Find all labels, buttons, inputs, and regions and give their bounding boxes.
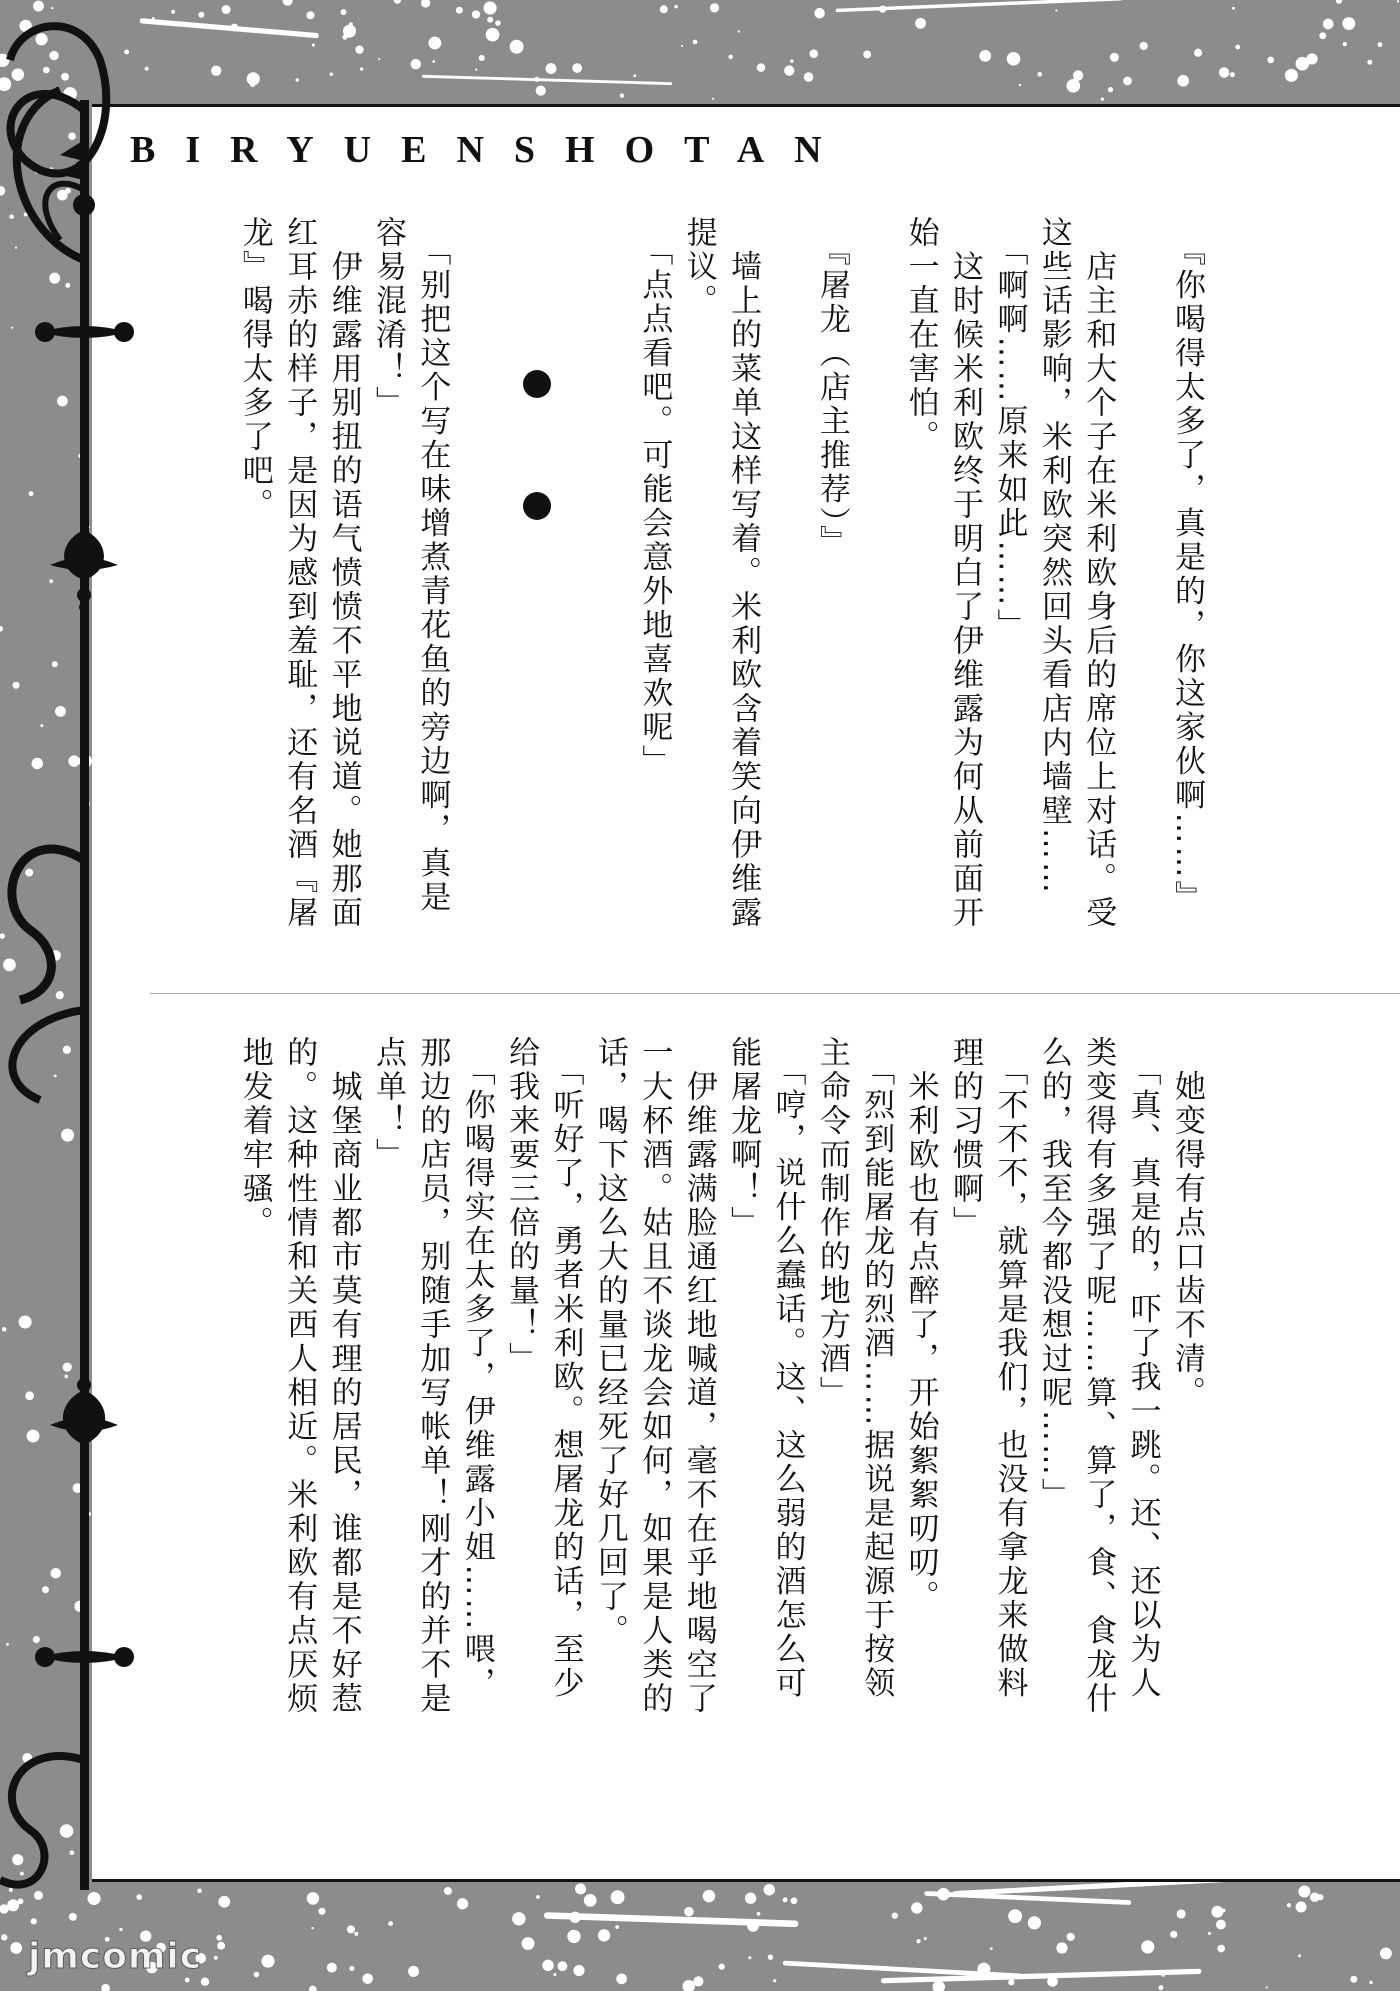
- paint-splatter: [216, 1935, 222, 1941]
- paint-splatter: [575, 1883, 586, 1894]
- paint-splatter: [615, 1925, 619, 1929]
- paint-splatter: [693, 40, 698, 45]
- paint-splatter: [933, 1981, 945, 1991]
- paint-splatter: [757, 63, 766, 72]
- paint-splatter: [911, 1902, 922, 1913]
- paint-splatter: [349, 1966, 354, 1971]
- text-column: 城堡商业都市莫有理的居民，谁都是不好惹: [325, 1036, 362, 1716]
- paint-splatter: [768, 1955, 773, 1960]
- paint-splatter: [892, 1912, 898, 1918]
- text-column: 点单！」: [369, 1036, 406, 1172]
- paint-splatter: [1141, 1940, 1154, 1953]
- paint-splatter: [1177, 75, 1189, 87]
- paint-splatter: [1232, 7, 1235, 10]
- text-column: 「别把这个写在味增煮青花鱼的旁边啊，真是: [414, 216, 451, 915]
- paint-splatter: [1110, 53, 1119, 62]
- text-column: 始一直在害怕。: [902, 216, 939, 454]
- paint-splatter: [1008, 1979, 1014, 1985]
- paint-splatter: [171, 10, 175, 14]
- text-column: 容易混淆！」: [369, 216, 406, 420]
- paint-splatter: [211, 66, 221, 76]
- paint-splatter: [633, 74, 636, 77]
- paint-splatter: [748, 1956, 751, 1959]
- paint-splatter: [456, 7, 463, 14]
- paint-splatter: [542, 1960, 553, 1971]
- paint-splatter: [185, 1978, 190, 1983]
- text-column: 「你喝得实在太多了，伊维露小姐……喂，: [458, 1036, 495, 1701]
- paint-splatter: [254, 1972, 260, 1978]
- paint-streak: [142, 21, 316, 36]
- paint-splatter: [360, 67, 363, 70]
- text-column: 话，喝下这么大的量已经死了好几回了。: [591, 1036, 628, 1648]
- paint-splatter: [355, 45, 363, 53]
- paint-splatter: [421, 0, 430, 8]
- text-column: 的。这种性情和关西人相近。米利欧有点厌烦: [281, 1036, 318, 1716]
- paint-splatter: [598, 1929, 610, 1941]
- paint-splatter: [1101, 97, 1104, 100]
- paint-splatter: [341, 9, 347, 15]
- paint-splatter: [1287, 1903, 1291, 1907]
- text-column: 这时候米利欧终于明白了伊维露为何从前面开: [947, 216, 984, 930]
- paint-splatter: [312, 43, 315, 46]
- paint-splatter: [573, 1965, 584, 1976]
- paint-splatter: [309, 1986, 317, 1991]
- paint-splatter: [558, 1961, 568, 1971]
- paint-splatter: [660, 5, 668, 13]
- paint-splatter: [475, 69, 477, 71]
- paint-splatter: [611, 1890, 625, 1904]
- paint-splatter: [362, 1973, 373, 1984]
- paint-splatter: [388, 1921, 393, 1926]
- paint-splatter: [201, 1978, 209, 1986]
- paint-splatter: [804, 72, 814, 82]
- bottom-text-block: [229, 1036, 1209, 1756]
- paint-splatter: [1037, 72, 1042, 77]
- text-column: 墙上的菜单这样写着。米利欧含着笑向伊维露: [725, 216, 762, 930]
- paint-splatter: [261, 1955, 274, 1968]
- paint-splatter: [790, 59, 793, 62]
- paint-splatter: [1343, 42, 1347, 46]
- blank-column: [543, 216, 587, 936]
- blank-column: [765, 216, 809, 936]
- paint-splatter: [1342, 17, 1355, 30]
- paint-splatter: [1367, 60, 1372, 65]
- paint-splatter: [712, 98, 714, 100]
- text-column: 店主和大个子在米利欧身后的席位上对话。受: [1080, 216, 1117, 930]
- blank-column: [454, 216, 498, 936]
- blank-column: [588, 216, 632, 936]
- paint-splatter: [1211, 1906, 1223, 1918]
- paint-splatter: [1056, 1942, 1067, 1953]
- text-column: 给我来要三倍的量！」: [503, 1036, 540, 1376]
- text-column: 伊维露用别扭的语气愤愤不平地说道。她那面: [325, 216, 362, 930]
- paint-splatter: [616, 1974, 627, 1985]
- paint-splatter: [472, 10, 480, 18]
- paint-splatter: [222, 5, 231, 14]
- paint-splatter: [784, 65, 794, 75]
- page-header-title: BIRYUENSHOTAN: [130, 129, 852, 171]
- paint-splatter: [349, 22, 353, 26]
- paint-splatter: [814, 8, 825, 19]
- paint-splatter: [479, 55, 485, 61]
- paint-splatter: [1216, 1920, 1226, 1930]
- paint-streak: [547, 1916, 795, 1924]
- paint-splatter: [247, 72, 260, 85]
- text-column: 「真、真是的，吓了我一跳。还、还以为人: [1124, 1036, 1161, 1701]
- paint-splatter: [428, 37, 441, 50]
- paint-splatter: [1108, 87, 1113, 92]
- paint-splatter: [1267, 57, 1274, 64]
- top-text-block: [229, 216, 1209, 936]
- paint-splatter: [783, 1897, 788, 1902]
- paint-splatter: [863, 51, 871, 59]
- paint-splatter: [990, 1947, 993, 1950]
- paint-splatter: [1397, 0, 1399, 2]
- paint-splatter: [1285, 69, 1298, 82]
- text-column: 伊维露满脸通红地喊道，毫不在乎地喝空了: [680, 1036, 717, 1716]
- paint-splatter: [1170, 1931, 1177, 1938]
- paint-splatter: [979, 50, 991, 62]
- text-column: 她变得有点口齿不清。: [1169, 1036, 1205, 1410]
- paint-splatter: [809, 49, 818, 58]
- paint-splatter: [330, 73, 334, 77]
- text-column: 「啊啊……原来如此……」: [991, 216, 1028, 643]
- paint-splatter: [924, 1937, 927, 1940]
- paint-splatter: [684, 1907, 694, 1917]
- paint-splatter: [738, 30, 740, 32]
- paint-splatter: [342, 35, 347, 40]
- text-column: 能屠龙啊！」: [725, 1036, 762, 1240]
- blank-column: [854, 216, 898, 936]
- paint-splatter: [411, 59, 422, 70]
- text-column: 主命令而制作的地方酒」: [813, 1036, 850, 1410]
- paint-splatter: [1298, 1885, 1310, 1897]
- paint-splatter: [145, 67, 149, 71]
- paint-splatter: [572, 63, 582, 73]
- paint-splatter: [703, 1890, 716, 1903]
- paint-splatter: [1007, 52, 1021, 66]
- text-column: 「点点看吧。可能会意外地喜欢呢」: [636, 216, 673, 779]
- paint-splatter: [311, 1927, 313, 1929]
- blank-column: [499, 216, 543, 936]
- text-column: 米利欧也有点醉了，开始絮絮叨叨。: [902, 1036, 939, 1614]
- text-column: 么的，我至今都没想过呢……」: [1035, 1036, 1072, 1512]
- page-divider: [150, 993, 1400, 994]
- paint-splatter: [522, 1937, 535, 1950]
- paint-splatter: [1336, 0, 1342, 4]
- paint-splatter: [1028, 1916, 1041, 1929]
- paint-splatter: [378, 58, 380, 60]
- blank-column: [1120, 216, 1164, 936]
- paint-splatter: [1306, 53, 1317, 64]
- paint-splatter: [1219, 67, 1229, 77]
- paint-splatter: [510, 40, 524, 54]
- paint-splatter: [408, 1966, 419, 1977]
- paint-splatter: [1266, 1986, 1268, 1988]
- paint-splatter: [1298, 1954, 1301, 1957]
- paint-splatter: [1380, 1947, 1392, 1959]
- paint-splatter: [217, 1942, 225, 1950]
- paint-splatter: [1350, 1976, 1357, 1983]
- paint-splatter: [674, 5, 677, 8]
- paint-splatter: [553, 1973, 556, 1976]
- paint-splatter: [536, 1895, 540, 1899]
- text-column: 龙』喝得太多了吧。: [236, 216, 273, 522]
- paint-splatter: [980, 1965, 983, 1968]
- vine-ornament-border: [0, 0, 140, 1991]
- text-column: 『屠龙（店主推荐）』: [813, 216, 850, 559]
- paint-splatter: [1067, 79, 1081, 93]
- paint-splatter: [682, 1980, 695, 1991]
- paint-splatter: [394, 0, 401, 4]
- paint-splatter: [218, 1896, 230, 1908]
- paint-splatter: [197, 1888, 202, 1893]
- scene-break-dot: [523, 370, 551, 398]
- paint-splatter: [1319, 32, 1326, 39]
- paint-splatter: [444, 1887, 452, 1895]
- paint-splatter: [1158, 1985, 1163, 1990]
- text-column: 『你喝得太多了，真是的，你这家伙啊……』: [1169, 216, 1205, 915]
- paint-splatter: [495, 20, 501, 26]
- text-column: 红耳赤的样子，是因为感到羞耻，还有名酒『屠: [281, 216, 318, 930]
- text-column: 理的习惯啊」: [947, 1036, 984, 1240]
- paint-splatter: [214, 1956, 218, 1960]
- paint-splatter: [536, 85, 546, 95]
- paint-splatter: [1123, 77, 1132, 86]
- paint-splatter: [916, 1939, 920, 1943]
- paint-splatter: [1310, 1892, 1320, 1902]
- paint-splatter: [354, 1932, 358, 1936]
- paint-splatter: [1222, 1908, 1226, 1912]
- paint-splatter: [1008, 1909, 1022, 1923]
- paint-splatter: [728, 55, 733, 60]
- text-column: 地发着牢骚。: [236, 1036, 273, 1240]
- paint-splatter: [327, 1963, 337, 1973]
- paint-splatter: [318, 1908, 325, 1915]
- paint-splatter: [745, 1893, 756, 1904]
- text-column: 一大杯酒。姑且不谈龙会如何，如果是人类的: [636, 1036, 673, 1716]
- paint-splatter: [681, 45, 683, 47]
- paint-splatter: [1055, 9, 1057, 11]
- paint-splatter: [1217, 1945, 1225, 1953]
- paint-splatter: [584, 1894, 597, 1907]
- paint-splatter: [1073, 70, 1083, 80]
- paint-splatter: [620, 93, 624, 97]
- paint-splatter: [486, 28, 500, 42]
- text-column: 「哼，说什么蠢话。这、这么弱的酒怎么可: [769, 1036, 806, 1701]
- paint-splatter: [764, 1884, 775, 1895]
- paint-splatter: [1369, 1981, 1372, 1984]
- paint-splatter: [432, 60, 435, 63]
- paint-splatter: [347, 1925, 355, 1933]
- paint-splatter: [915, 18, 926, 29]
- paint-splatter: [457, 1898, 468, 1909]
- paint-splatter: [307, 1892, 319, 1904]
- paint-splatter: [757, 1912, 761, 1916]
- paint-splatter: [773, 1979, 776, 1982]
- paint-splatter: [295, 78, 299, 82]
- paint-splatter: [512, 1912, 525, 1925]
- paint-splatter: [719, 1964, 725, 1970]
- paint-splatter: [1067, 1933, 1075, 1941]
- text-column: 「不不不，就算是我们，也没有拿龙来做料: [991, 1036, 1028, 1701]
- text-column: 这些话影响，米利欧突然回头看店内墙壁……: [1035, 216, 1072, 896]
- paint-splatter: [567, 1930, 580, 1943]
- paint-splatter: [791, 1897, 798, 1904]
- paint-splatter: [487, 17, 493, 23]
- paint-splatter: [1323, 19, 1334, 30]
- paint-splatter: [283, 0, 293, 6]
- paint-splatter: [546, 63, 557, 74]
- text-column: 类变得有多强了呢……算、算了，食、食龙什: [1080, 1036, 1117, 1716]
- text-column: 「烈到能屠龙的烈酒……据说是起源于按领: [858, 1036, 895, 1701]
- paint-splatter: [1377, 42, 1382, 47]
- paint-splatter: [306, 11, 314, 19]
- scene-break-dot: [523, 492, 551, 520]
- paint-splatter: [1140, 42, 1148, 50]
- paint-splatter: [1230, 72, 1235, 77]
- paint-splatter: [1208, 1932, 1211, 1935]
- text-column: 那边的店员，别随手加写帐单！刚才的并不是: [414, 1036, 451, 1716]
- paint-splatter: [710, 3, 719, 12]
- text-column: 提议。: [680, 216, 717, 318]
- paint-streak: [837, 0, 1120, 10]
- paint-splatter: [484, 1, 497, 14]
- paint-streak: [423, 76, 670, 83]
- paint-splatter: [1194, 49, 1202, 57]
- paint-splatter: [1019, 84, 1021, 86]
- paint-splatter: [198, 12, 204, 18]
- text-column: 「听好了，勇者米利欧。想屠龙的话，至少: [547, 1036, 584, 1701]
- paint-splatter: [1177, 1909, 1186, 1918]
- paint-splatter: [1296, 1901, 1307, 1912]
- watermark-logo: jmcomic: [28, 1936, 203, 1977]
- paint-splatter: [1235, 45, 1240, 50]
